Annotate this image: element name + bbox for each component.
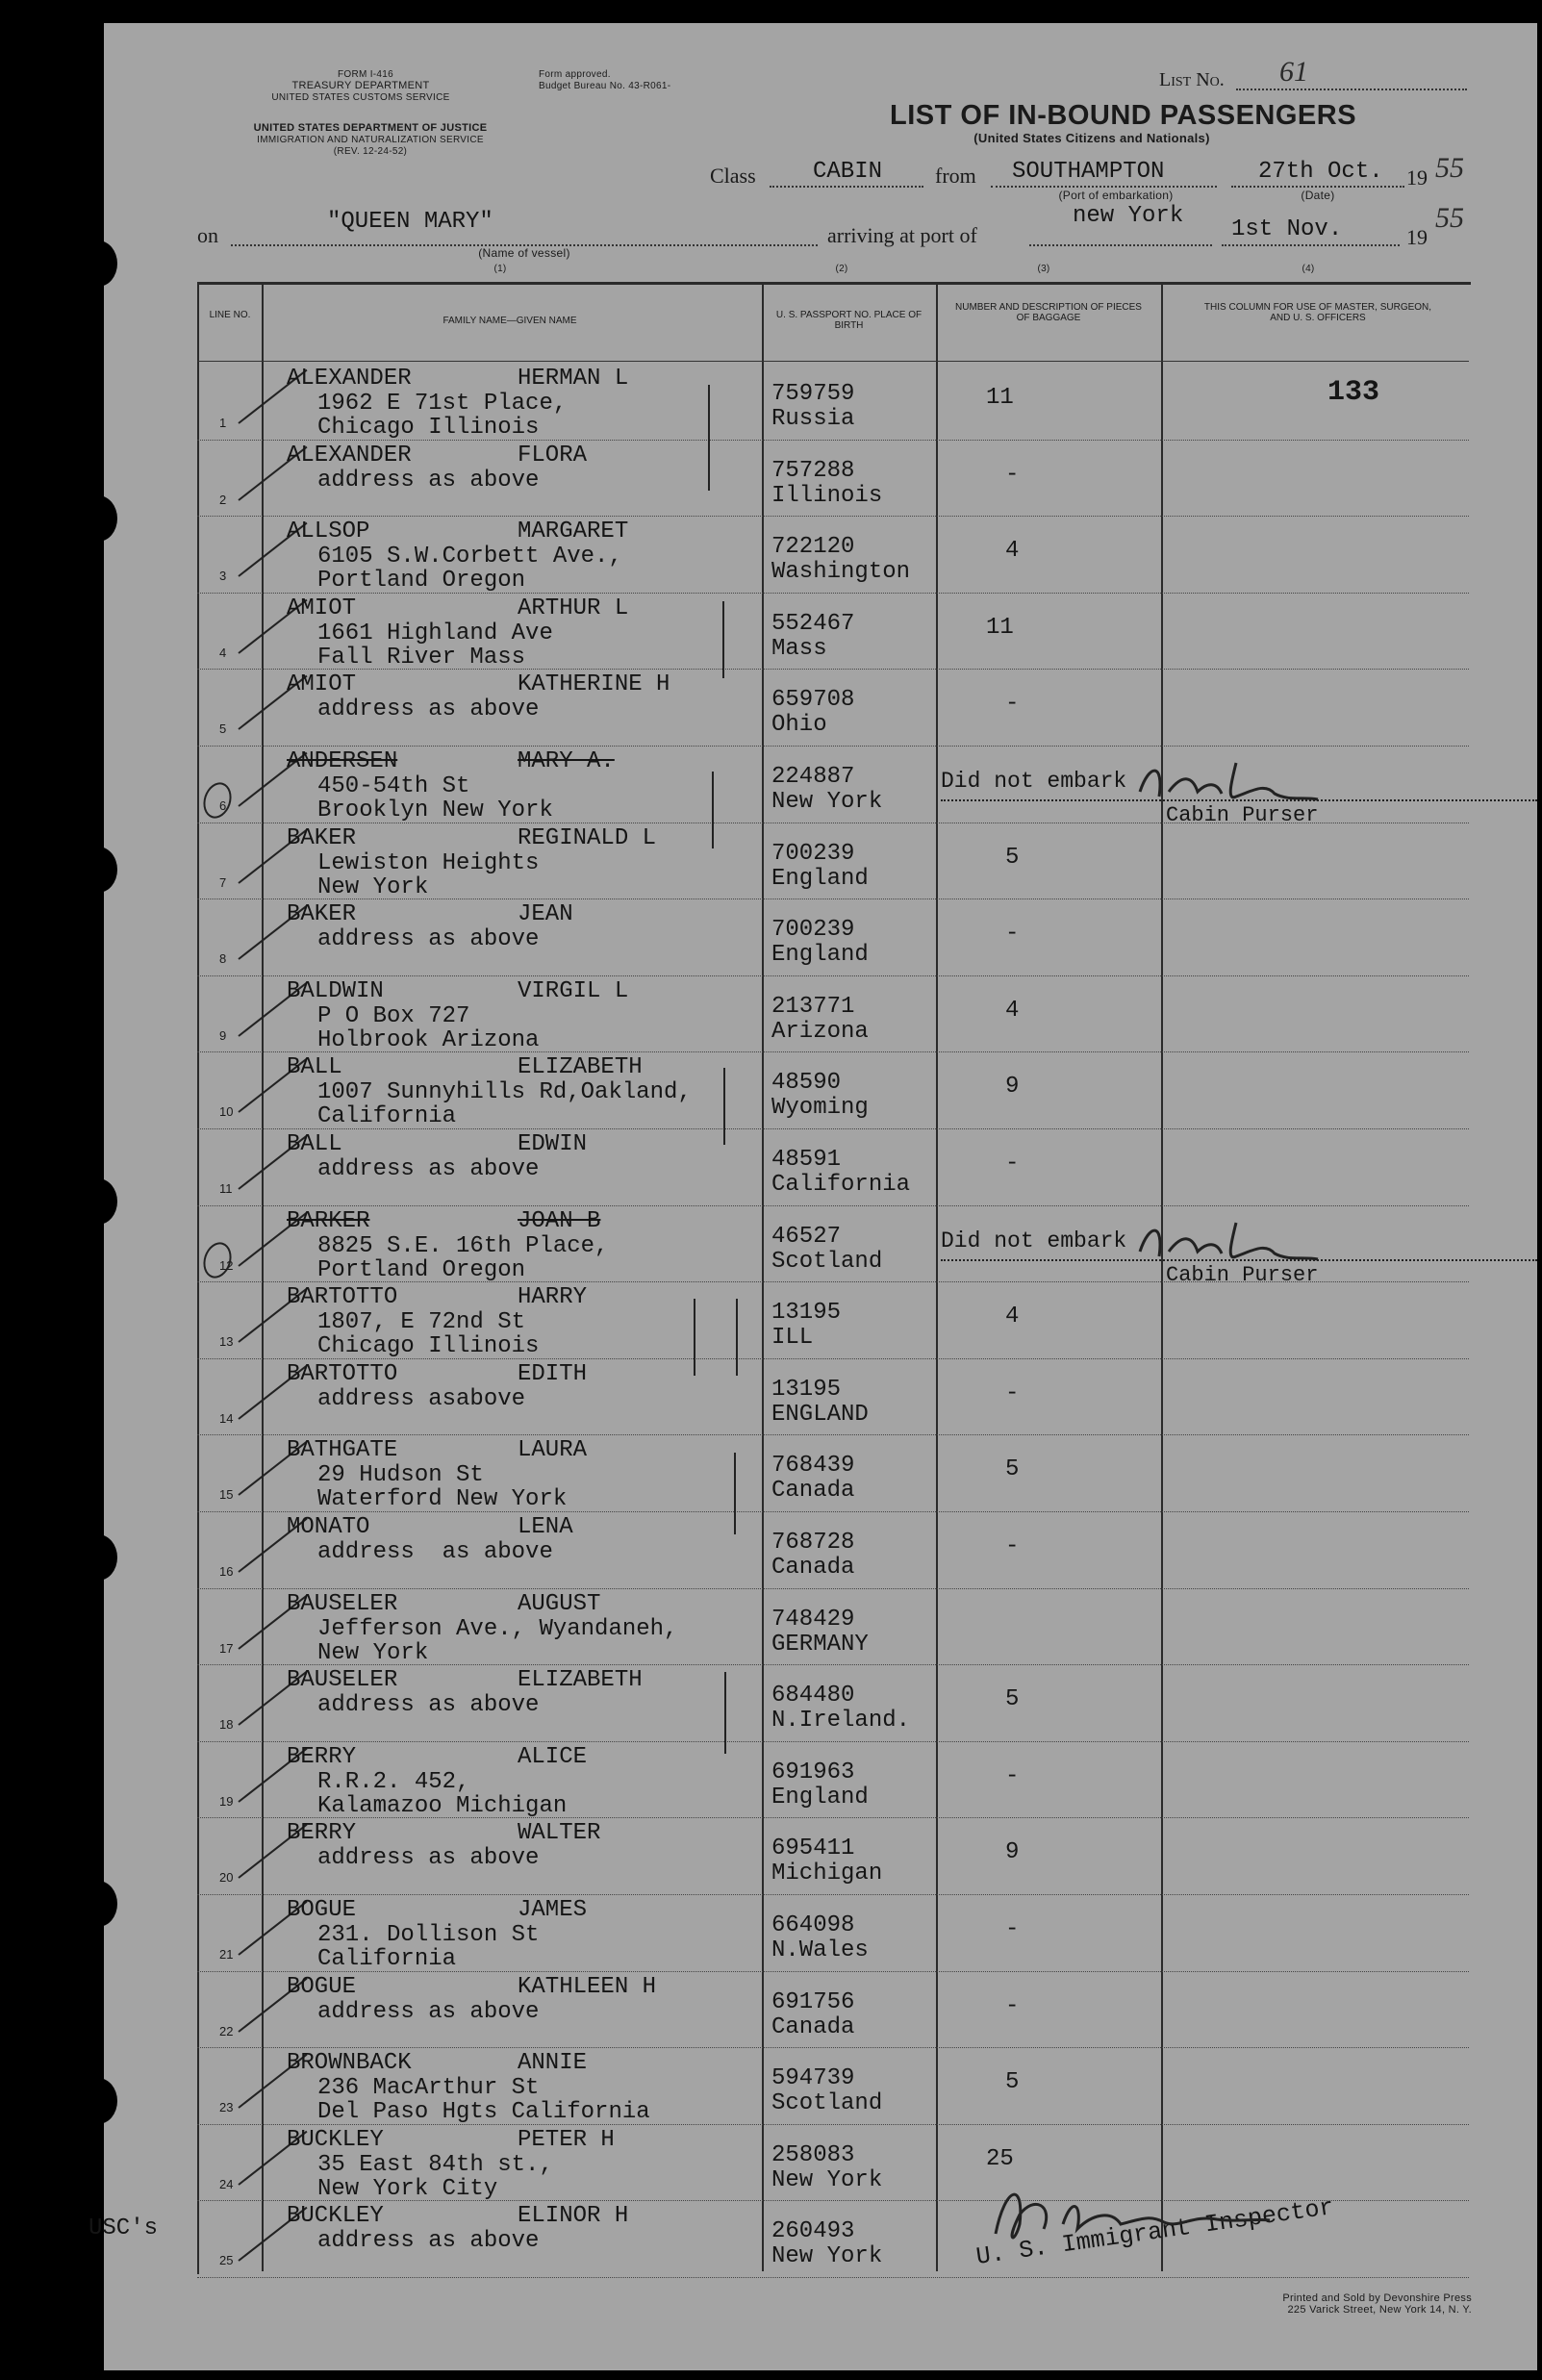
passenger-address-line1: 236 MacArthur St	[317, 2075, 540, 2102]
ins-service: IMMIGRATION AND NATURALIZATION SERVICE	[257, 135, 484, 145]
passenger-family-name: BERRY	[287, 1820, 357, 1847]
passenger-address-line2: Kalamazoo Michigan	[317, 1792, 568, 1819]
passenger-address-line1: Lewiston Heights	[317, 849, 540, 876]
passport-number: 695411	[771, 1836, 855, 1862]
passenger-given-name: FLORA	[518, 442, 588, 468]
place-of-birth: Michigan	[771, 1861, 883, 1887]
passport-number: 258083	[771, 2141, 855, 2168]
vessel-value: "QUEEN MARY"	[327, 209, 493, 235]
family-bracket	[736, 1299, 738, 1376]
passenger-address-line2: Del Paso Hgts California	[317, 2099, 650, 2126]
passenger-family-name: BAUSELER	[287, 1667, 398, 1694]
passenger-address-line1: 231. Dollison St	[317, 1922, 540, 1948]
divider-baggage	[1161, 282, 1163, 2271]
col-number-3: (3)	[1037, 264, 1050, 274]
year2-prefix: 19	[1406, 225, 1428, 249]
passport-number: 748429	[771, 1606, 855, 1633]
inspector-stamp: U. S. Immigrant Inspector	[973, 2192, 1336, 2271]
place-of-birth: New York	[771, 2166, 883, 2193]
passport-number: 13195	[771, 1376, 842, 1403]
class-label: Class	[710, 164, 756, 188]
baggage-count: -	[1005, 1151, 1020, 1177]
line-number: 22	[219, 2023, 234, 2038]
arriving-label: arriving at port of	[827, 223, 977, 247]
arrival-port: new York	[1073, 203, 1184, 229]
punch-hole	[79, 2078, 117, 2124]
passenger-family-name: ALEXANDER	[287, 366, 412, 392]
passenger-address-line1: 29 Hudson St	[317, 1462, 484, 1489]
class-line	[770, 186, 923, 188]
header-bottom-rule	[197, 361, 1469, 362]
col-number-1: (1)	[493, 264, 507, 274]
passenger-family-name: ANDERSEN	[287, 748, 398, 774]
passenger-address-line1: P O Box 727	[317, 1002, 470, 1029]
passport-number: 700239	[771, 840, 855, 867]
baggage-count: 4	[1005, 538, 1020, 565]
usc-stamp: USC's	[88, 2215, 159, 2241]
revision: (REV. 12-24-52)	[333, 146, 408, 157]
passenger-given-name: REGINALD L	[518, 824, 657, 851]
passenger-address-line2: New York City	[317, 2175, 498, 2202]
inspector-signature	[986, 2176, 1275, 2253]
place-of-birth: New York	[771, 2243, 883, 2270]
line-number: 2	[219, 492, 227, 507]
passenger-family-name: BUCKLEY	[287, 2203, 384, 2230]
baggage-count: -	[1005, 1762, 1020, 1789]
year1-value: 55	[1435, 152, 1464, 184]
header-name: FAMILY NAME—GIVEN NAME	[442, 316, 577, 326]
passenger-given-name: JEAN	[518, 901, 573, 928]
passenger-address-line2: Portland Oregon	[317, 568, 526, 595]
passenger-address-line2: Brooklyn New York	[317, 798, 553, 823]
passenger-family-name: BARTOTTO	[287, 1360, 398, 1387]
baggage-count: -	[1005, 1916, 1020, 1942]
passenger-address-line2: New York	[317, 1639, 429, 1666]
date2-value: 1st Nov.	[1231, 216, 1343, 242]
passenger-given-name: MARGARET	[518, 519, 629, 545]
officer-note: Cabin Purser	[1166, 803, 1319, 827]
date1-value: 27th Oct.	[1258, 159, 1383, 185]
passport-number: 552467	[771, 610, 855, 637]
list-no-line	[1236, 89, 1467, 90]
passenger-address-line1: address as above	[317, 926, 540, 953]
treasury-dept: TREASURY DEPARTMENT	[291, 80, 430, 91]
passenger-family-name: ALLSOP	[287, 519, 370, 545]
officer-note: Cabin Purser	[1166, 1262, 1319, 1287]
passport-number: 48591	[771, 1147, 842, 1173]
place-of-birth: England	[771, 942, 869, 969]
family-bracket	[724, 1672, 726, 1754]
passenger-given-name: ELINOR H	[518, 2203, 629, 2230]
line-number: 20	[219, 1870, 234, 1886]
passport-number: 46527	[771, 1223, 842, 1250]
passport-number: 684480	[771, 1683, 855, 1709]
baggage-count: 11	[986, 614, 1014, 641]
passenger-family-name: AMIOT	[287, 595, 357, 621]
line-number: 14	[219, 1410, 234, 1426]
passport-number: 768439	[771, 1453, 855, 1480]
purser-signature	[1130, 753, 1323, 811]
passenger-address-line1: 1807, E 72nd St	[317, 1309, 526, 1336]
passenger-family-name: BALL	[287, 1131, 342, 1157]
passenger-family-name: BALL	[287, 1054, 342, 1081]
line-number: 23	[219, 2100, 234, 2115]
from-line	[991, 186, 1217, 188]
passenger-address-line1: 450-54th St	[317, 773, 470, 799]
year1-prefix: 19	[1406, 165, 1428, 190]
passenger-family-name: BOGUE	[287, 1973, 357, 2000]
customs-service: UNITED STATES CUSTOMS SERVICE	[271, 92, 450, 103]
passenger-family-name: BAKER	[287, 901, 357, 928]
passport-number: 691756	[771, 1988, 855, 2015]
passenger-address-line2: Portland Oregon	[317, 1256, 526, 1283]
baggage-count: 5	[1005, 2069, 1020, 2096]
line-number: 10	[219, 1104, 234, 1120]
line-number: 13	[219, 1334, 234, 1350]
line-number: 11	[219, 1181, 233, 1196]
passenger-given-name: KATHERINE H	[518, 671, 670, 698]
line-number: 18	[219, 1717, 234, 1733]
family-bracket	[722, 601, 724, 678]
baggage-count: -	[1005, 1380, 1020, 1406]
passport-number: 260493	[771, 2218, 855, 2245]
place-of-birth: England	[771, 865, 869, 892]
form-approved: Form approved.	[539, 69, 611, 80]
passenger-address-line1: 1661 Highland Ave	[317, 620, 553, 646]
baggage-count: 11	[986, 385, 1014, 411]
passenger-family-name: BOGUE	[287, 1897, 357, 1923]
place-of-birth: Canada	[771, 2013, 855, 2040]
passenger-family-name: MONATO	[287, 1514, 370, 1540]
row-separator	[197, 746, 1469, 747]
passenger-address-line2: Chicago Illinois	[317, 1333, 540, 1360]
place-of-birth: Canada	[771, 1555, 855, 1581]
passenger-address-line1: 1007 Sunnyhills Rd,Oakland,	[317, 1079, 692, 1106]
passenger-address-line1: address as above	[317, 1998, 540, 2025]
punch-hole	[79, 1534, 117, 1581]
passenger-given-name: EDWIN	[518, 1131, 588, 1157]
passenger-given-name: LAURA	[518, 1437, 588, 1464]
passenger-address-line1: address as above	[317, 1156, 540, 1182]
from-label: from	[935, 164, 976, 188]
passenger-family-name: ALEXANDER	[287, 442, 412, 468]
row-separator	[197, 1434, 1469, 1435]
place-of-birth: Scotland	[771, 1248, 883, 1275]
passenger-address-line2: Holbrook Arizona	[317, 1026, 540, 1053]
budget-bureau: Budget Bureau No. 43-R061-	[539, 81, 671, 91]
baggage-note: Did not embark	[941, 769, 1127, 794]
passenger-given-name: ARTHUR L	[518, 595, 629, 621]
passenger-family-name: BROWNBACK	[287, 2050, 412, 2077]
col-number-2: (2)	[835, 264, 848, 274]
passenger-given-name: ELIZABETH	[518, 1667, 643, 1694]
place-of-birth: Washington	[771, 559, 911, 586]
row-separator	[197, 975, 1469, 976]
baggage-count: -	[1005, 1992, 1020, 2019]
baggage-count: 5	[1005, 1456, 1020, 1483]
line-number: 3	[219, 569, 227, 584]
baggage-count: 4	[1005, 1304, 1020, 1330]
header-baggage: NUMBER AND DESCRIPTION OF PIECES OF BAGGAGE	[955, 302, 1142, 323]
passenger-address-line1: 1962 E 71st Place,	[317, 391, 568, 417]
passenger-given-name: HERMAN L	[518, 366, 629, 392]
form-title: LIST OF IN-BOUND PASSENGERS	[890, 100, 1357, 131]
passenger-address-line2: New York	[317, 874, 429, 900]
baggage-count: 9	[1005, 1839, 1020, 1866]
form-subtitle: (United States Citizens and Nationals)	[973, 131, 1210, 145]
year2-value: 55	[1435, 202, 1464, 234]
date-caption: (Date)	[1301, 189, 1335, 202]
justice-dept: UNITED STATES DEPARTMENT OF JUSTICE	[253, 122, 488, 134]
officer-number: 133	[1327, 376, 1380, 409]
passenger-family-name: BARTOTTO	[287, 1284, 398, 1311]
line-number: 6	[219, 798, 227, 813]
passport-number: 691963	[771, 1759, 855, 1785]
family-bracket	[712, 772, 714, 848]
passenger-address-line1: R.R.2. 452,	[317, 1768, 470, 1795]
place-of-birth: ILL	[771, 1325, 814, 1352]
place-of-birth: N.Ireland.	[771, 1708, 911, 1734]
date1-line	[1231, 186, 1404, 188]
baggage-count: 25	[986, 2145, 1014, 2172]
passenger-address-line1: Jefferson Ave., Wyandaneh,	[317, 1615, 678, 1642]
passenger-address-line1: 35 East 84th st.,	[317, 2151, 553, 2178]
place-of-birth: Mass	[771, 635, 827, 662]
line-number: 25	[219, 2253, 234, 2268]
list-no-label: List No.	[1159, 69, 1225, 90]
passenger-address-line2: California	[317, 1946, 457, 1972]
passport-number: 700239	[771, 917, 855, 944]
line-number: 9	[219, 1027, 227, 1043]
line-number: 24	[219, 2176, 234, 2191]
passport-number: 13195	[771, 1300, 842, 1327]
passport-number: 659708	[771, 687, 855, 714]
place-of-birth: New York	[771, 789, 883, 815]
line-number: 17	[219, 1640, 234, 1656]
baggage-count: 4	[1005, 997, 1020, 1024]
passport-number: 594739	[771, 2065, 855, 2092]
passenger-address-line2: California	[317, 1103, 457, 1130]
passenger-address-line2: Chicago Illinois	[317, 415, 540, 441]
punch-hole	[79, 495, 117, 542]
passenger-family-name: BARKER	[287, 1207, 370, 1234]
passenger-given-name: ALICE	[518, 1743, 588, 1770]
place-of-birth: ENGLAND	[771, 1401, 869, 1428]
family-bracket	[694, 1299, 695, 1376]
passenger-given-name: HARRY	[518, 1284, 588, 1311]
line-number: 21	[219, 1947, 234, 1962]
form-number: FORM I-416	[337, 69, 393, 80]
passenger-address-line1: address as above	[317, 1845, 540, 1872]
place-of-birth: Scotland	[771, 2090, 883, 2117]
place-of-birth: Russia	[771, 406, 855, 432]
row-separator	[197, 1205, 1469, 1206]
passenger-family-name: BERRY	[287, 1743, 357, 1770]
passenger-given-name: MARY A.	[518, 748, 615, 774]
passenger-address-line2: Fall River Mass	[317, 644, 526, 671]
baggage-count: 5	[1005, 1686, 1020, 1713]
passenger-given-name: WALTER	[518, 1820, 601, 1847]
class-value: CABIN	[813, 159, 883, 185]
row-separator	[197, 2277, 1469, 2278]
passenger-given-name: VIRGIL L	[518, 977, 629, 1004]
passenger-address-line1: 8825 S.E. 16th Place,	[317, 1232, 609, 1259]
passenger-address-line1: 6105 S.W.Corbett Ave.,	[317, 544, 622, 570]
on-label: on	[197, 223, 218, 247]
passenger-given-name: KATHLEEN H	[518, 1973, 657, 2000]
passenger-family-name: BALDWIN	[287, 977, 384, 1004]
row-separator	[197, 516, 1469, 517]
passenger-family-name: BAKER	[287, 824, 357, 851]
passenger-given-name: EDITH	[518, 1360, 588, 1387]
family-bracket	[708, 385, 710, 491]
row-separator	[197, 2047, 1469, 2048]
line-number: 1	[219, 416, 227, 430]
passport-number: 722120	[771, 534, 855, 561]
line-number: 19	[219, 1793, 234, 1809]
header-officers: THIS COLUMN FOR USE OF MASTER, SURGEON, AND U. S. OFFICERS	[1203, 302, 1432, 323]
printer-line-1: Printed and Sold by Devonshire Press	[1282, 2292, 1472, 2304]
passport-number: 768728	[771, 1530, 855, 1556]
line-number: 7	[219, 874, 227, 890]
divider-name	[762, 282, 764, 2271]
baggage-count: 5	[1005, 844, 1020, 871]
passenger-given-name: LENA	[518, 1514, 573, 1540]
header-line-no: LINE NO.	[209, 310, 251, 320]
passenger-address-line1: address as above	[317, 1692, 540, 1719]
punch-hole	[79, 1881, 117, 1927]
passenger-family-name: BATHGATE	[287, 1437, 398, 1464]
row-separator	[197, 1741, 1469, 1742]
passenger-family-name: BAUSELER	[287, 1590, 398, 1617]
baggage-count: -	[1005, 461, 1020, 488]
date2-line	[1222, 244, 1400, 246]
baggage-count: -	[1005, 691, 1020, 718]
baggage-note: Did not embark	[941, 1228, 1127, 1253]
passport-number: 664098	[771, 1912, 855, 1938]
passenger-address-line1: address as above	[317, 1539, 553, 1565]
family-bracket	[723, 1068, 725, 1145]
family-bracket	[734, 1453, 736, 1534]
purser-signature	[1130, 1213, 1323, 1271]
line-number: 16	[219, 1564, 234, 1579]
header-passport: U. S. PASSPORT NO. PLACE OF BIRTH	[775, 310, 923, 331]
baggage-count: 9	[1005, 1074, 1020, 1101]
passenger-given-name: AUGUST	[518, 1590, 601, 1617]
passenger-address-line1: address as above	[317, 467, 540, 494]
divider-passport	[936, 282, 938, 2271]
place-of-birth: Ohio	[771, 712, 827, 739]
passenger-family-name: BUCKLEY	[287, 2126, 384, 2153]
place-of-birth: N.Wales	[771, 1937, 869, 1963]
line-number: 8	[219, 951, 227, 967]
line-number: 15	[219, 1487, 234, 1503]
passport-number: 48590	[771, 1070, 842, 1097]
col-number-4: (4)	[1302, 264, 1315, 274]
passenger-address-line1: address asabove	[317, 1385, 526, 1412]
place-of-birth: GERMANY	[771, 1631, 869, 1658]
punch-hole	[79, 241, 117, 287]
line-number: 5	[219, 722, 227, 737]
row-separator	[197, 1588, 1469, 1589]
passenger-address-line1: address as above	[317, 696, 540, 723]
passenger-given-name: JOAN B	[518, 1207, 601, 1234]
baggage-count: -	[1005, 1533, 1020, 1559]
from-value: SOUTHAMPTON	[1012, 159, 1165, 185]
passenger-given-name: JAMES	[518, 1897, 588, 1923]
place-of-birth: England	[771, 1784, 869, 1810]
list-no-value: 61	[1279, 56, 1308, 88]
place-of-birth: Wyoming	[771, 1095, 869, 1122]
passport-number: 757288	[771, 457, 855, 484]
port-line	[1029, 244, 1212, 246]
passenger-given-name: ELIZABETH	[518, 1054, 643, 1081]
place-of-birth: Canada	[771, 1478, 855, 1505]
passenger-given-name: ANNIE	[518, 2050, 588, 2077]
divider-line-no	[262, 282, 264, 2271]
place-of-birth: California	[771, 1172, 911, 1198]
printer-line-2: 225 Varick Street, New York 14, N. Y.	[1287, 2304, 1472, 2316]
passenger-family-name: AMIOT	[287, 671, 357, 698]
passport-number: 224887	[771, 764, 855, 790]
passenger-address-line2: Waterford New York	[317, 1486, 568, 1513]
line-number: 4	[219, 645, 227, 660]
punch-hole	[79, 847, 117, 893]
passport-number: 213771	[771, 993, 855, 1020]
place-of-birth: Illinois	[771, 482, 883, 509]
passport-number: 759759	[771, 381, 855, 407]
passenger-address-line1: address as above	[317, 2228, 540, 2255]
punch-hole	[79, 1178, 117, 1225]
passenger-given-name: PETER H	[518, 2126, 615, 2153]
vessel-caption: (Name of vessel)	[478, 246, 570, 260]
line-number: 12	[219, 1257, 234, 1273]
row-separator	[197, 1894, 1469, 1895]
place-of-birth: Arizona	[771, 1018, 869, 1045]
embark-caption: (Port of embarkation)	[1058, 189, 1174, 202]
baggage-count: -	[1005, 921, 1020, 948]
